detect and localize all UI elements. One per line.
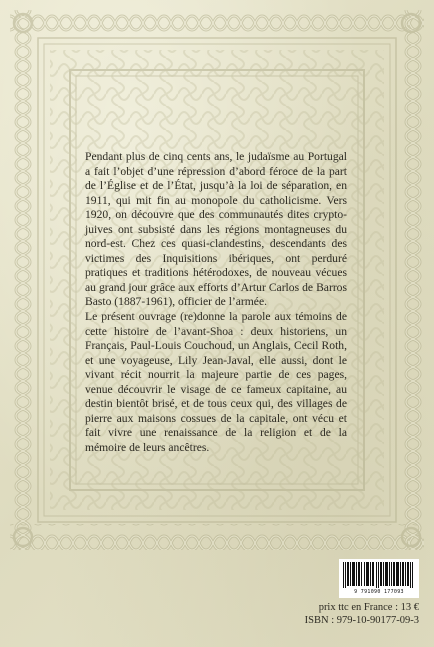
isbn-label: ISBN : 979-10-90177-09-3 xyxy=(304,615,419,626)
blurb xyxy=(85,150,347,455)
barcode-number: 9 791090 177093 xyxy=(354,589,404,595)
blurb-paragraph-2: Le présent ouvrage (re)donne la parole aux témoins de cette histoire de l’avant-Shoa : deux historiens, un Français, Paul-Louis Couchoud, un Anglais, Cecil Roth, et une voyageuse, Lily Jean-Javal, elle aussi, dont le vivant récit nourrit la majeure partie de ces pages, venue découvrir le visage de ce fameux capitaine, au destin bientôt brisé, et de tous ceux qui, des villages de pierre aux maisons cossues de la capitale, ont vécu et fait vivre une renaissance de la religion et de la mémoire de leurs ancêtres. xyxy=(85,310,347,454)
price-label: prix ttc en France : 13 € xyxy=(318,602,419,613)
barcode-bars xyxy=(343,562,415,588)
blurb-paragraph-1: Pendant plus de cinq cents ans, le judaïsme au Portugal a fait l’objet d’une répression d’abord féroce de la part de l’Église et de l’État, jusqu’à la loi de séparation, en 1911, qui mit fin au monopole du catholicisme. Vers 1920, on découvre que des communautés dites crypto-juives ont subsisté dans les régions montagneuses du nord-est. Chez ces quasi-clandestins, descendants des victimes des Inquisitions ibériques, ont perduré pratiques et traditions hétérodoxes, de nouveau vécues au grand jour grâce aux efforts d’Artur Carlos de Barros Basto (1887-1961), officier de l’armée. xyxy=(85,150,347,309)
barcode xyxy=(339,559,419,598)
